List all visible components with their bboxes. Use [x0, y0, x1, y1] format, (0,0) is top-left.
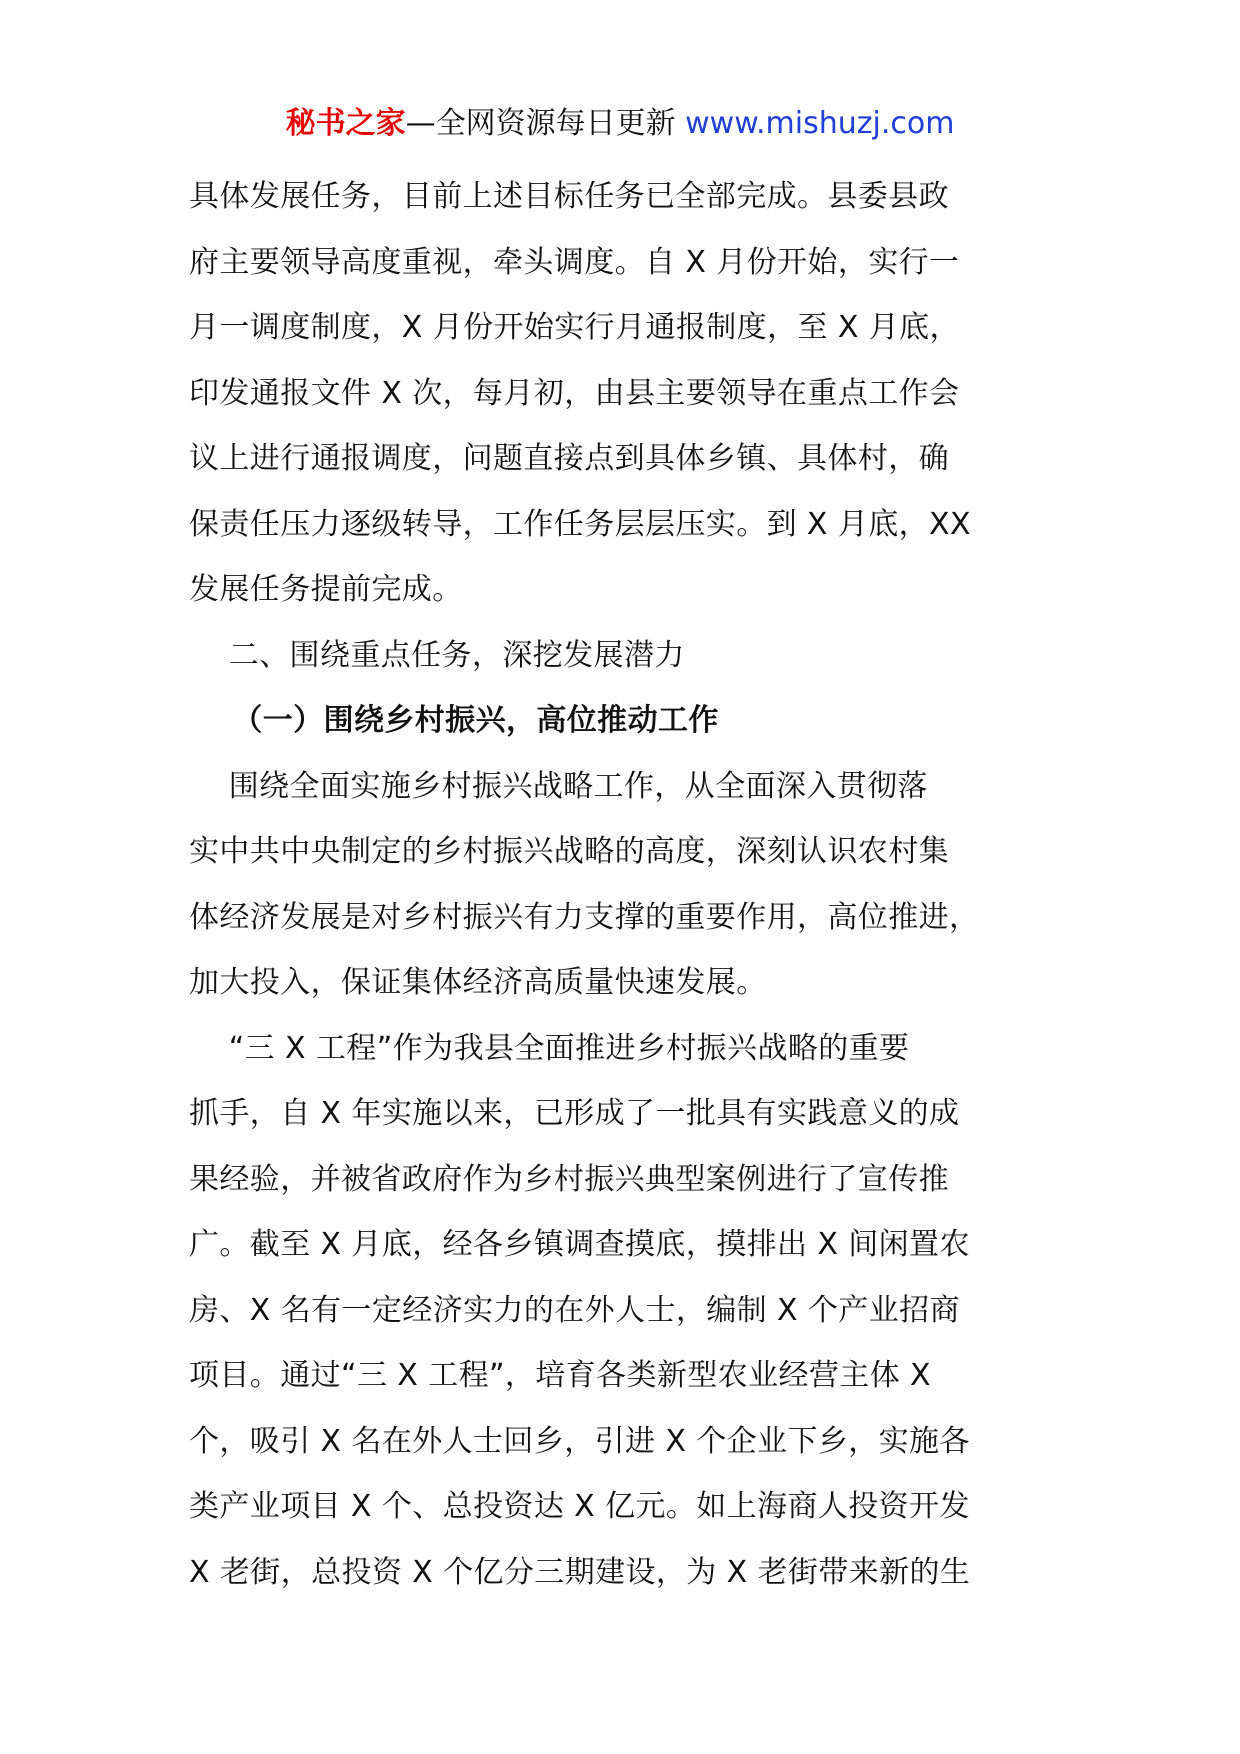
section-heading: 二、围绕重点任务，深挖发展潜力 — [189, 637, 685, 673]
body-line: 发展任务提前完成。 — [189, 572, 463, 607]
document-body — [189, 164, 1069, 1605]
body-line: 议上进行通报调度，问题直接点到具体乡镇、具体村，确 — [189, 441, 949, 476]
body-line: “三 X 工程”作为我县全面推进乡村振兴战略的重要 — [189, 1030, 910, 1066]
site-header — [0, 102, 1240, 146]
body-line: 围绕全面实施乡村振兴战略工作，从全面深入贯彻落 — [189, 768, 928, 804]
body-line: 项目。通过“三 X 工程”，培育各类新型农业经营主体 X — [189, 1358, 931, 1393]
body-line: 果经验，并被省政府作为乡村振兴典型案例进行了宣传推 — [189, 1161, 949, 1197]
body-line: 广。截至 X 月底，经各乡镇调查摸底，摸排出 X 间闲置农 — [189, 1227, 970, 1262]
body-line: 抓手，自 X 年实施以来，已形成了一批具有实践意义的成 — [189, 1096, 960, 1131]
body-line: 实中共中央制定的乡村振兴战略的高度，深刻认识农村集 — [189, 834, 949, 869]
body-line: X 老街，总投资 X 个亿分三期建设，为 X 老街带来新的生 — [189, 1554, 971, 1590]
site-brand: 秘书之家 — [285, 106, 406, 141]
body-line: 府主要领导高度重视，牵头调度。自 X 月份开始，实行一 — [189, 244, 960, 280]
body-line: 具体发展任务，目前上述目标任务已全部完成。县委县政 — [189, 179, 949, 214]
subsection-heading: （一）围绕乡村振兴，高位推动工作 — [189, 703, 719, 738]
site-tagline: —全网资源每日更新 — [405, 106, 676, 141]
site-url-link[interactable]: www.mishuzj.com — [685, 106, 955, 141]
body-line: 房、X 名有一定经济实力的在外人士，编制 X 个产业招商 — [189, 1292, 960, 1328]
body-line: 加大投入，保证集体经济高质量快速发展。 — [189, 965, 767, 1000]
body-line: 体经济发展是对乡村振兴有力支撑的重要作用，高位推进， — [189, 899, 980, 935]
body-line: 月一调度制度，X 月份开始实行月通报制度，至 X 月底， — [189, 310, 960, 345]
body-line: 印发通报文件 X 次，每月初，由县主要领导在重点工作会 — [189, 375, 960, 411]
body-line: 保责任压力逐级转导，工作任务层层压实。到 X 月底，XX — [189, 506, 971, 542]
body-line: 类产业项目 X 个、总投资达 X 亿元。如上海商人投资开发 — [189, 1489, 970, 1524]
body-line: 个，吸引 X 名在外人士回乡，引进 X 个企业下乡，实施各 — [189, 1423, 970, 1459]
